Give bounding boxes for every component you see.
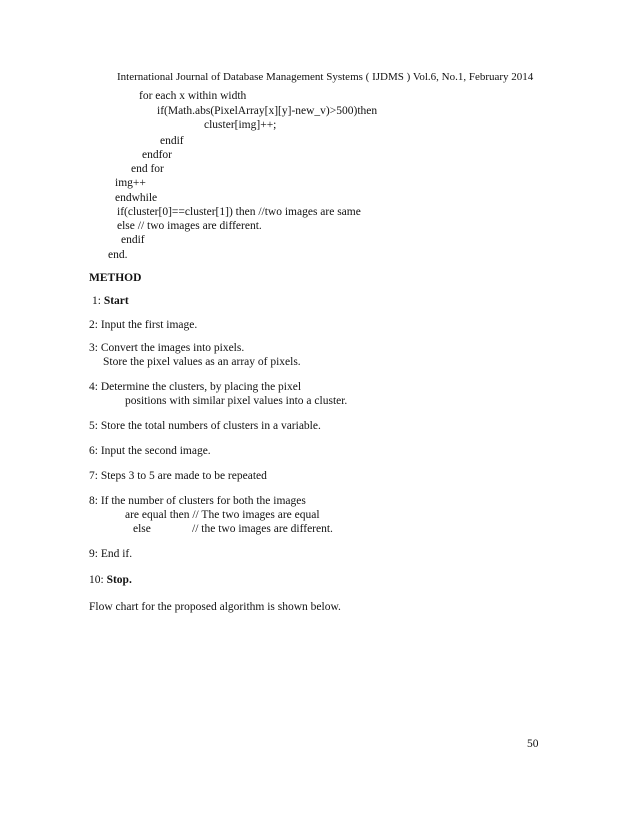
step-9: 9: End if. — [89, 548, 133, 560]
step-8-then: are equal then // The two images are equal — [125, 509, 320, 521]
code-line: else // two images are different. — [117, 220, 262, 232]
method-heading: METHOD — [89, 272, 142, 284]
step-text: Stop. — [106, 574, 132, 586]
code-line: for each x within width — [139, 90, 247, 102]
code-line: cluster[img]++; — [204, 119, 277, 131]
code-line: if(Math.abs(PixelArray[x][y]-new_v)>500)then — [157, 105, 378, 117]
step-number: 10: — [89, 574, 107, 586]
step-10 — [89, 573, 132, 587]
closing-sentence: Flow chart for the proposed algorithm is shown below. — [89, 601, 341, 613]
code-line: endfor — [142, 149, 173, 161]
step-4-detail: positions with similar pixel values into a cluster. — [125, 395, 348, 407]
step-8: 8: If the number of clusters for both the images — [89, 495, 306, 507]
step-1 — [92, 294, 129, 308]
step-4: 4: Determine the clusters, by placing the pixel — [89, 381, 302, 393]
code-line: end. — [108, 249, 128, 261]
step-text: Start — [103, 295, 129, 307]
step-number: 1: — [92, 295, 104, 307]
step-8-else-text: // the two images are different. — [192, 523, 333, 535]
step-6: 6: Input the second image. — [89, 445, 211, 457]
journal-header: International Journal of Database Management Systems ( IJDMS ) Vol.6, No.1, February 2014 — [117, 71, 534, 83]
step-5: 5: Store the total numbers of clusters in a variable. — [89, 420, 321, 432]
step-2: 2: Input the first image. — [89, 319, 198, 331]
code-line: end for — [131, 163, 164, 175]
step-8-else: else — [133, 523, 151, 535]
step-3: 3: Convert the images into pixels. — [89, 342, 245, 354]
step-3-detail: Store the pixel values as an array of pixels. — [103, 356, 301, 368]
page-number: 50 — [527, 738, 539, 750]
code-line: endif — [121, 234, 145, 246]
step-7: 7: Steps 3 to 5 are made to be repeated — [89, 470, 267, 482]
code-line: endif — [160, 135, 184, 147]
code-line: if(cluster[0]==cluster[1]) then //two images are same — [117, 206, 361, 218]
code-line: img++ — [115, 177, 146, 189]
code-line: endwhile — [115, 192, 158, 204]
